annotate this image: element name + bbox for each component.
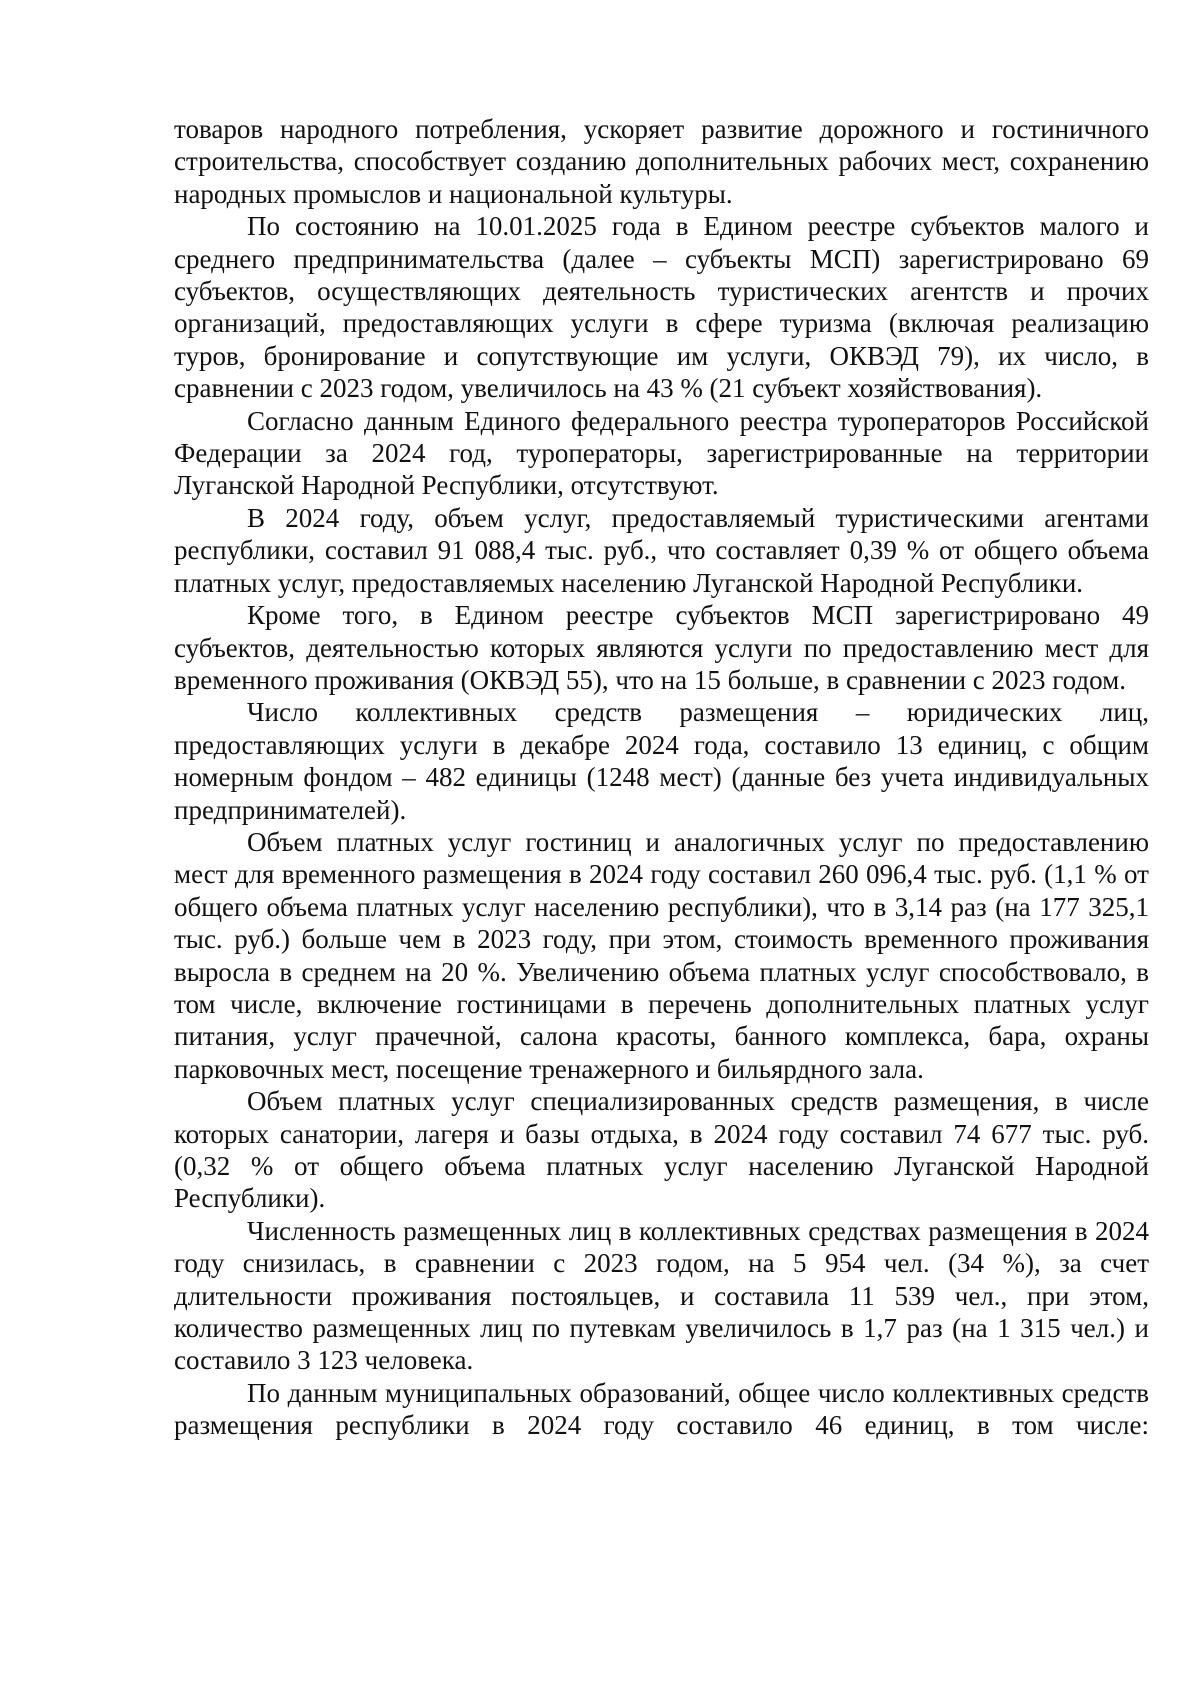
paragraph-3: Согласно данным Единого федерального реестра туроператоров Российской Федерации за 2024 год, туроператоры, зарегистрированные на территории Луганской Народной Республики, отсутствуют. — [174, 405, 1149, 501]
paragraph-8: Объем платных услуг специализированных средств размещения, в числе которых санатории, лагеря и базы отдыха, в 2024 году составил 74 677 тыс. руб. (0,32 % от общего объема платных услуг населению Луганской Народной Республики). — [174, 1086, 1149, 1214]
paragraph-9: Численность размещенных лиц в коллективных средствах размещения в 2024 году снизилась, в сравнении с 2023 годом, на 5 954 чел. (34 %), за счет длительности проживания постояльцев, и составила 11 539 чел., при этом, количество размещенных лиц по путевкам увеличилось в 1,7 раз (на 1 315 чел.) и составило 3 123 человека. — [174, 1215, 1149, 1376]
paragraph-7: Объем платных услуг гостиниц и аналогичных услуг по предоставлению мест для временного размещения в 2024 году составил 260 096,4 тыс. руб. (1,1 % от общего объема платных услуг населению республики), что в 3,14 раз (на 177 325,1 тыс. руб.) больше чем в 2023 году, при этом, стоимость временного проживания выросла в среднем на 20 %. Увеличению объема платных услуг способствовало, в том числе, включение гостиницами в перечень дополнительных платных услуг питания, услуг прачечной, салона красоты, банного комплекса, бара, охраны парковочных мест, посещение тренажерного и бильярдного зала. — [174, 826, 1149, 1084]
paragraph-1: товаров народного потребления, ускоряет развитие дорожного и гостиничного строительства, способствует созданию дополнительных рабочих мест, сохранению народных промыслов и национальной культуры. — [174, 114, 1149, 209]
paragraph-5: Кроме того, в Едином реестре субъектов МСП зарегистрировано 49 субъектов, деятельностью которых являются услуги по предоставлению мест для временного проживания (ОКВЭД 55), что на 15 больше, в сравнении с 2023 годом. — [174, 600, 1149, 695]
paragraph-2: По состоянию на 10.01.2025 года в Едином реестре субъектов малого и среднего предпринимательства (далее – субъекты МСП) зарегистрировано 69 субъектов, осуществляющих деятельность туристических агентств и прочих организаций, предоставляющих услуги в сфере туризма (включая реализацию туров, бронирование и сопутствующие им услуги, ОКВЭД 79), их число, в сравнении с 2023 годом, увеличилось на 43 % (21 субъект хозяйствования). — [174, 211, 1149, 404]
paragraph-6: Число коллективных средств размещения – юридических лиц, предоставляющих услуги в декабре 2024 года, составило 13 единиц, с общим номерным фондом – 482 единицы (1248 мест) (данные без учета индивидуальных предпринимателей). — [174, 697, 1149, 825]
document-body — [174, 113, 1149, 1442]
paragraph-4: В 2024 году, объем услуг, предоставляемый туристическими агентами республики, составил 91 088,4 тыс. руб., что составляет 0,39 % от общего объема платных услуг, предоставляемых населению Луганской Народной Республики. — [174, 502, 1149, 598]
paragraph-10: По данным муниципальных образований, общее число коллективных средств размещения республики в 2024 году составило 46 единиц, в том числе: — [174, 1377, 1149, 1441]
